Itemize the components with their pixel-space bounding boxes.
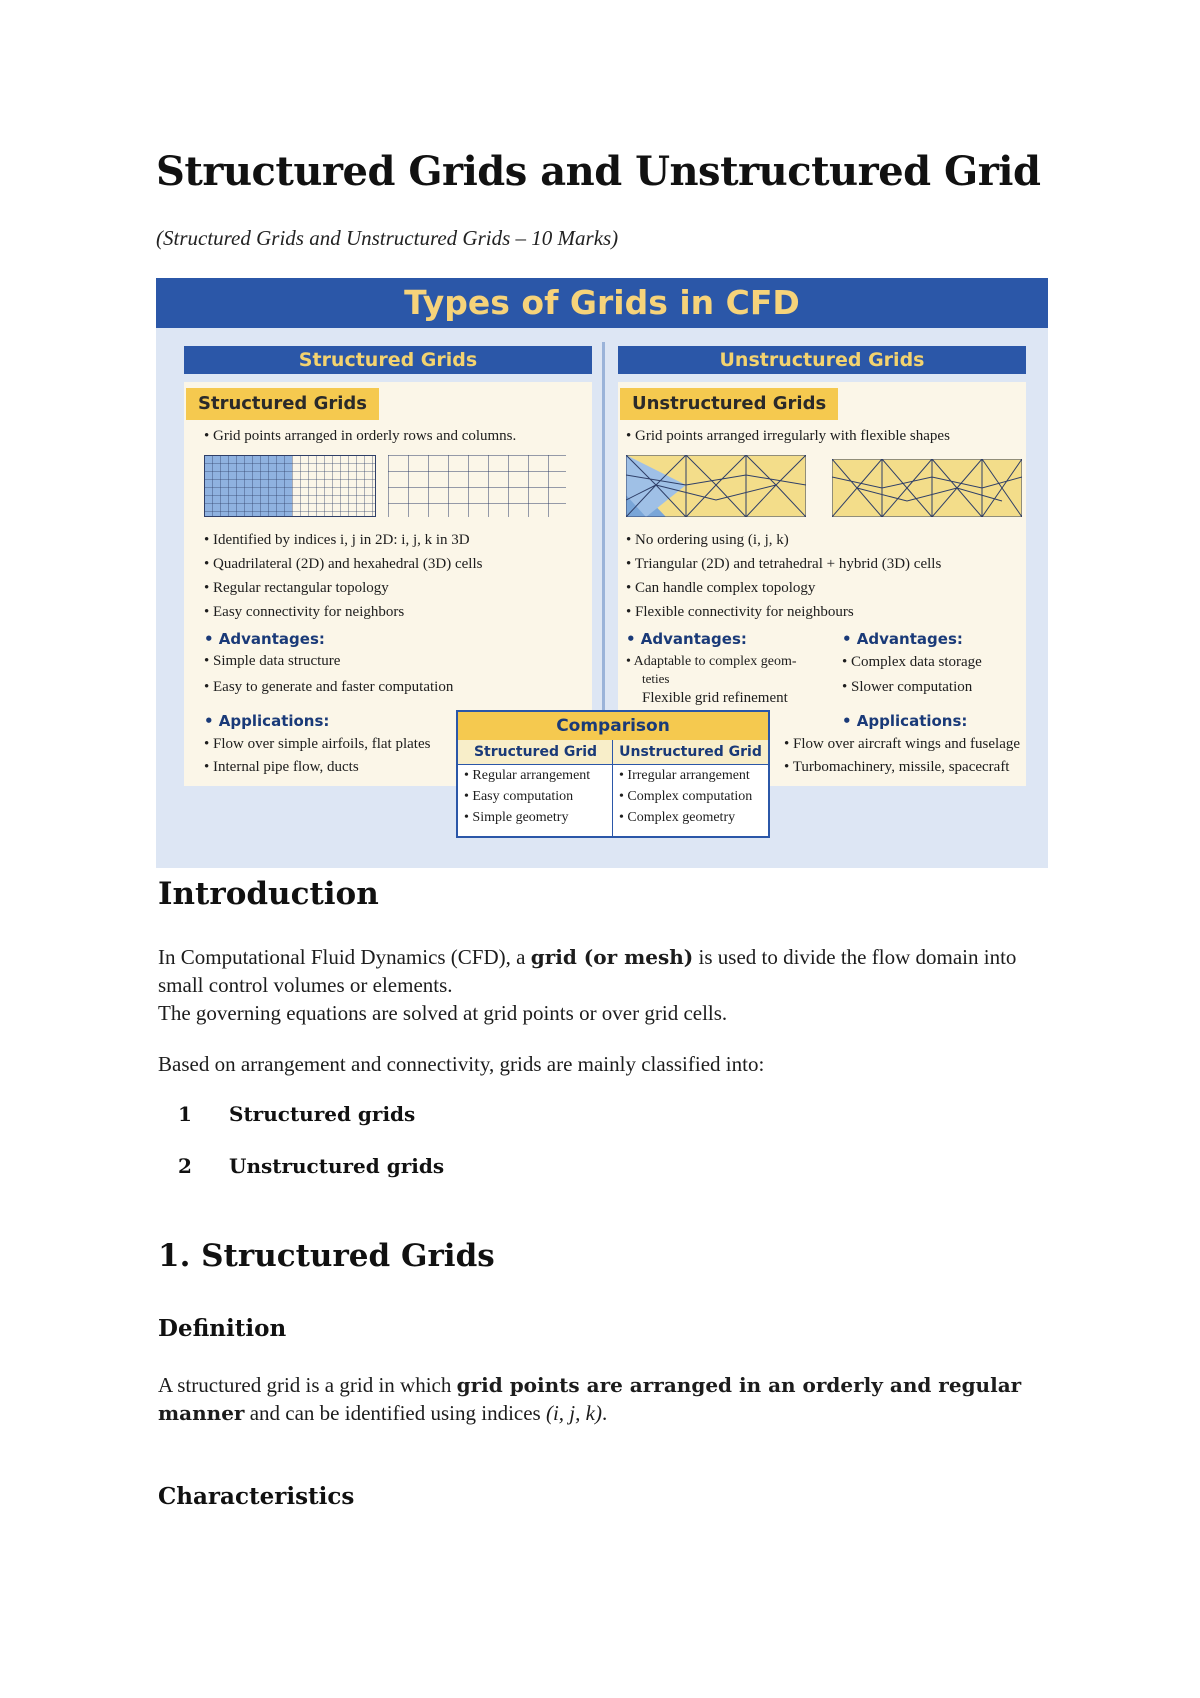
comparison-table (456, 710, 770, 838)
comparison-structured-head: Structured Grid (458, 740, 613, 765)
unstructured-point-4: • Flexible connectivity for neighbours (626, 604, 854, 620)
structured-application-1: • Flow over simple airfoils, flat plates (204, 736, 431, 752)
unstructured-application-1: • Flow over aircraft wings and fuselage (784, 736, 1021, 752)
structured-applications-label: • Applications: (204, 712, 330, 730)
list-item-number: 1 (178, 1102, 192, 1126)
unstructured-point-2: • Triangular (2D) and tetrahedral + hybrid (3D) cells (626, 556, 942, 572)
comparison-structured-item: • Simple geometry (464, 810, 569, 825)
page-title: Structured Grids and Unstructured Grid (156, 148, 1041, 195)
structured-point-4: • Easy connectivity for neighbors (204, 604, 405, 620)
definition-indices: (i, j, k) (545, 1401, 602, 1425)
structured-advantage-2: • Easy to generate and faster computation (204, 679, 454, 695)
comparison-structured-column (458, 740, 613, 836)
intro-text: In Computational Fluid Dynamics (CFD), a (158, 945, 531, 969)
structured-mesh-dense-illustration (204, 455, 376, 517)
section-1-heading: 1. Structured Grids (158, 1238, 495, 1274)
characteristics-heading: Characteristics (158, 1483, 355, 1510)
structured-point-2: • Quadrilateral (2D) and hexahedral (3D) cells (204, 556, 483, 572)
structured-application-2: • Internal pipe flow, ducts (204, 759, 359, 775)
comparison-structured-item: • Easy computation (464, 789, 574, 804)
comparison-unstructured-head: Unstructured Grid (613, 740, 768, 765)
comparison-unstructured-item: • Complex computation (619, 789, 753, 804)
intro-bold-term: grid (or mesh) (530, 945, 694, 969)
structured-tag: Structured Grids (186, 388, 379, 420)
unstructured-tag: Unstructured Grids (620, 388, 838, 420)
comparison-unstructured-column (613, 740, 768, 836)
unstructured-advantage-2: Flexible grid refinement (642, 690, 788, 706)
unstructured-application-2: • Turbomachinery, missile, spacecraft (784, 759, 1010, 775)
structured-mesh-coarse-illustration (388, 455, 566, 517)
unstructured-advantages-label: • Advantages: (626, 630, 747, 648)
unstructured-mesh-airfoil-illustration (832, 459, 1022, 517)
definition-heading: Definition (158, 1315, 287, 1342)
definition-bold-phrase: grid points are arranged in an orderly and regular manner (158, 1373, 1022, 1425)
page-subtitle: (Structured Grids and Unstructured Grids – 10 Marks) (156, 226, 619, 250)
introduction-paragraph-3: Based on arrangement and connectivity, grids are mainly classified into: (158, 1052, 765, 1076)
structured-header: Structured Grids (184, 346, 592, 374)
list-item-number: 2 (178, 1154, 192, 1178)
introduction-heading: Introduction (158, 876, 379, 912)
structured-advantage-1: • Simple data structure (204, 653, 341, 669)
unstructured-header: Unstructured Grids (618, 346, 1026, 374)
infographic-banner: Types of Grids in CFD (156, 278, 1048, 328)
list-item: Unstructured grids (229, 1154, 445, 1178)
unstructured-advantage-1: • Adaptable to complex geom- (626, 654, 797, 669)
definition-text: and can be identified using indices (244, 1401, 546, 1425)
unstructured-intro: • Grid points arranged irregularly with flexible shapes (626, 428, 950, 444)
intro-text: is used to divide the flow domain into small control volumes or elements. (158, 945, 1017, 997)
unstructured-mesh-illustration (626, 455, 806, 517)
comparison-structured-item: • Regular arrangement (464, 768, 591, 783)
list-item: Structured grids (229, 1102, 416, 1126)
introduction-paragraph-1 (158, 943, 1058, 999)
unstructured-applications-label: • Applications: (842, 712, 968, 730)
unstructured-disadvantages-label: • Advantages: (842, 630, 963, 648)
unstructured-advantage-1b: teties (642, 671, 670, 686)
definition-text: A structured grid is a grid in which (158, 1373, 457, 1397)
structured-intro: • Grid points arranged in orderly rows and columns. (204, 428, 517, 444)
comparison-unstructured-item: • Complex geometry (619, 810, 736, 825)
comparison-title: Comparison (458, 712, 768, 740)
unstructured-point-3: • Can handle complex topology (626, 580, 816, 596)
unstructured-disadvantage-1: • Complex data storage (842, 654, 982, 670)
unstructured-disadvantage-2: • Slower computation (842, 679, 973, 695)
grid-types-infographic (156, 278, 1048, 868)
unstructured-point-1: • No ordering using (i, j, k) (626, 532, 789, 548)
definition-text: . (601, 1401, 608, 1425)
comparison-unstructured-item: • Irregular arrangement (619, 768, 750, 783)
definition-paragraph (158, 1371, 1058, 1427)
introduction-paragraph-2: The governing equations are solved at grid points or over grid cells. (158, 1001, 728, 1025)
structured-point-1: • Identified by indices i, j in 2D: i, j, k in 3D (204, 532, 470, 548)
panel-divider (602, 342, 605, 762)
structured-advantages-label: • Advantages: (204, 630, 325, 648)
structured-point-3: • Regular rectangular topology (204, 580, 389, 596)
